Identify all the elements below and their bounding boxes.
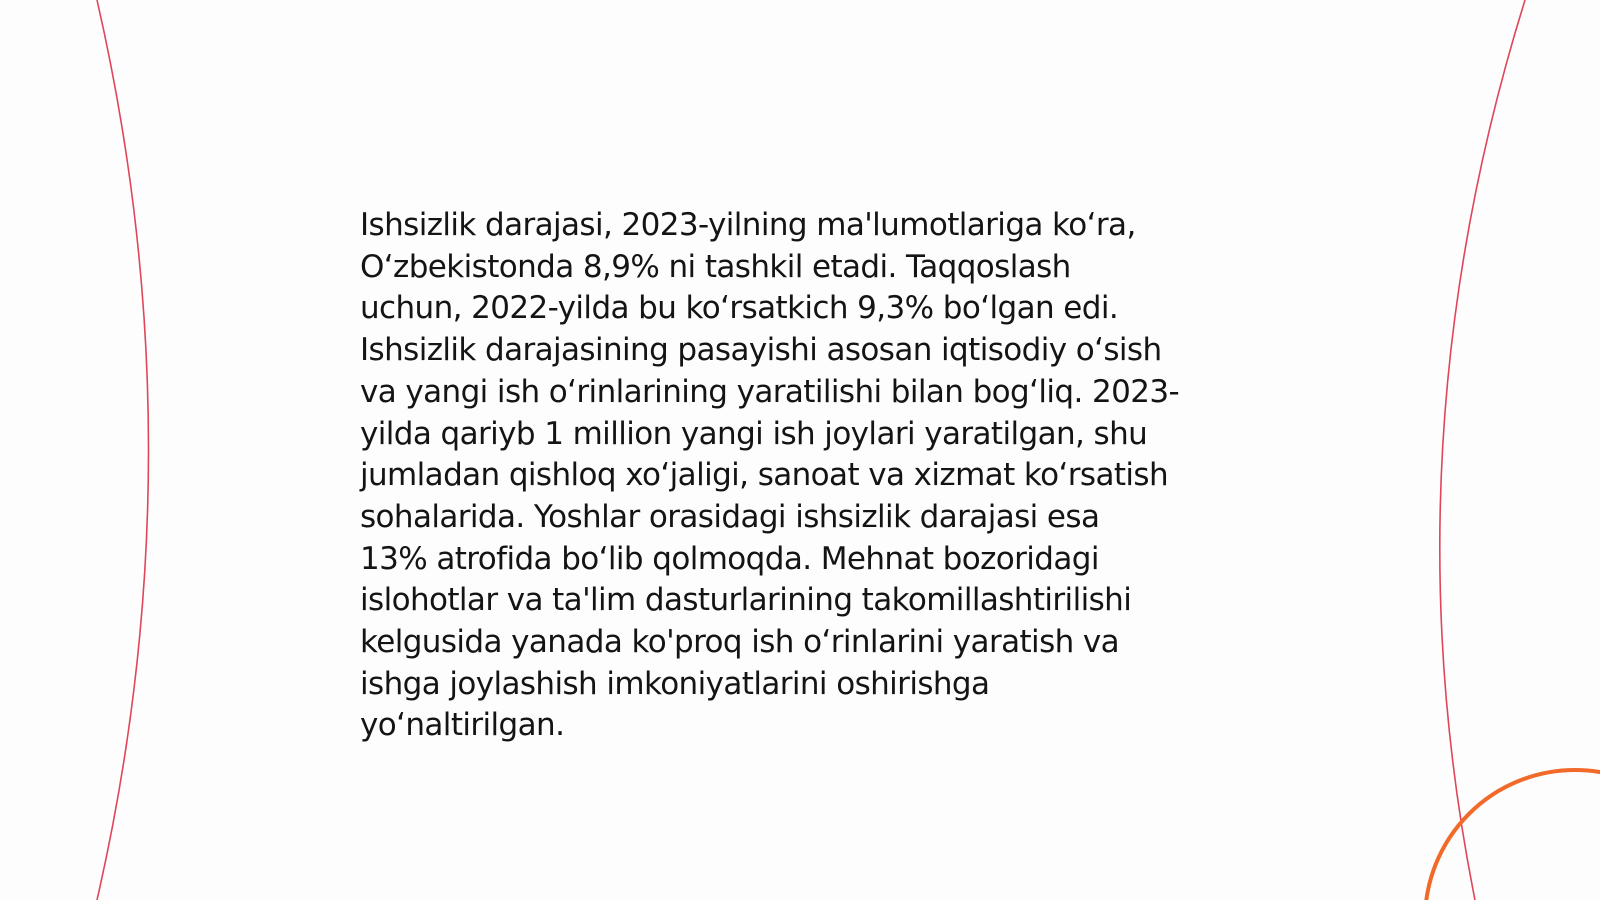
- orange-circle-outline: [1425, 770, 1600, 900]
- left-curve-line: [97, 0, 149, 900]
- right-curve-line: [1440, 0, 1525, 900]
- body-paragraph: Ishsizlik darajasi, 2023-yilning ma'lumotlariga koʻra, Oʻzbekistonda 8,9% ni tashkil etadi. Taqqoslash uchun, 2022-yilda bu koʻrsatkich 9,3% boʻlgan edi. Ishsizlik darajasining pasayishi asosan iqtisodiy oʻsish va yangi ish oʻrinlarining yaratilishi bilan bogʻliq. 2023- yilda qariyb 1 million yangi ish joylari yaratilgan, shu jumladan qishloq xoʻjaligi, sanoat va xizmat koʻrsatish sohalarida. Yoshlar orasidagi ishsizlik darajasi esa 13% atrofida boʻlib qolmoqda. Mehnat bozoridagi islohotlar va ta'lim dasturlarining takomillashtirilishi kelgusida yanada ko'proq ish oʻrinlarini yaratish va ishga joylashish imkoniyatlarini oshirishga yoʻnaltirilgan.: [360, 207, 1180, 744]
